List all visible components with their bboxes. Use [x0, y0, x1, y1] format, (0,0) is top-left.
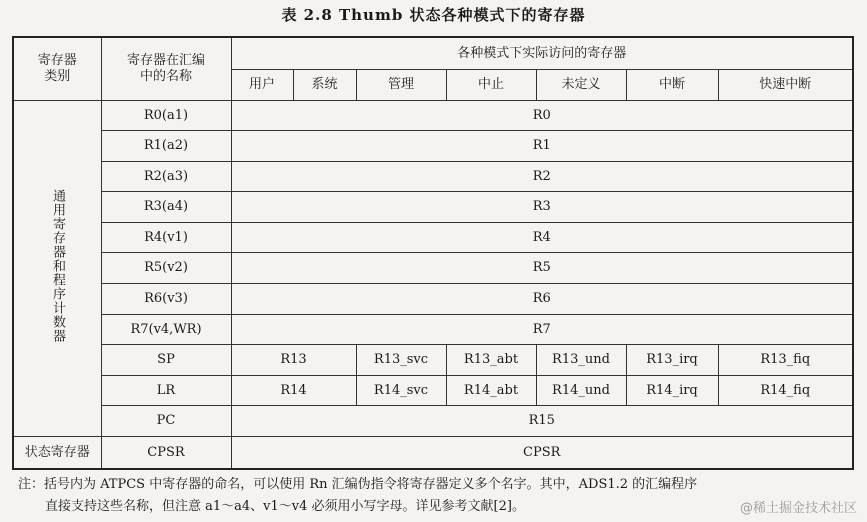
header-category: 寄存器 类别	[13, 37, 101, 100]
reg-value-r4: R4	[231, 222, 853, 253]
reg-value-pc: R15	[231, 406, 853, 437]
note-line-2: 直接支持这些名称，但注意 a1～a4、v1～v4 必须用小写字母。详见参考文献[2]。	[45, 499, 525, 514]
header-modes-title: 各种模式下实际访问的寄存器	[231, 37, 853, 70]
reg-name-r2: R2(a3)	[101, 161, 231, 192]
mode-abort: 中止	[446, 70, 536, 101]
reg-name-sp: SP	[101, 345, 231, 376]
mode-supervisor: 管理	[356, 70, 446, 101]
reg-value-r3: R3	[231, 192, 853, 223]
sp-cell: R13_und	[536, 345, 626, 376]
reg-name-r5: R5(v2)	[101, 253, 231, 284]
watermark: @稀土掘金技术社区	[739, 501, 857, 516]
general-register-category: 通用寄存器和程序计数器	[13, 100, 101, 436]
reg-name-r4: R4(v1)	[101, 222, 231, 253]
reg-value-r2: R2	[231, 161, 853, 192]
reg-name-pc: PC	[101, 406, 231, 437]
reg-value-r1: R1	[231, 131, 853, 162]
lr-cell: R14	[231, 375, 356, 406]
reg-name-r6: R6(v3)	[101, 284, 231, 315]
lr-cell: R14_abt	[446, 375, 536, 406]
note-line-1: 注：括号内为 ATPCS 中寄存器的命名，可以使用 Rn 汇编伪指令将寄存器定义多个名字。其中，ADS1.2 的汇编程序	[18, 477, 698, 492]
sp-cell: R13_svc	[356, 345, 446, 376]
status-register-category: 状态寄存器	[13, 436, 101, 469]
reg-value-r7: R7	[231, 314, 853, 345]
reg-value-r0: R0	[231, 100, 853, 131]
reg-name-lr: LR	[101, 375, 231, 406]
mode-system: 系统	[293, 70, 356, 101]
table-note	[18, 474, 858, 518]
sp-cell: R13_irq	[626, 345, 718, 376]
lr-cell: R14_irq	[626, 375, 718, 406]
mode-undefined: 未定义	[536, 70, 626, 101]
reg-value-r5: R5	[231, 253, 853, 284]
table-title: 表 2.8 Thumb 状态各种模式下的寄存器	[281, 6, 586, 24]
register-table	[12, 36, 854, 470]
reg-name-r7: R7(v4,WR)	[101, 314, 231, 345]
reg-value-cpsr: CPSR	[231, 436, 853, 469]
reg-name-r3: R3(a4)	[101, 192, 231, 223]
mode-user: 用户	[231, 70, 293, 101]
header-asm-name: 寄存器在汇编 中的名称	[101, 37, 231, 100]
mode-irq: 中断	[626, 70, 718, 101]
sp-cell: R13	[231, 345, 356, 376]
mode-fiq: 快速中断	[718, 70, 853, 101]
reg-name-r1: R1(a2)	[101, 131, 231, 162]
sp-cell: R13_abt	[446, 345, 536, 376]
reg-name-r0: R0(a1)	[101, 100, 231, 131]
lr-cell: R14_und	[536, 375, 626, 406]
reg-name-cpsr: CPSR	[101, 436, 231, 469]
reg-value-r6: R6	[231, 284, 853, 315]
lr-cell: R14_fiq	[718, 375, 853, 406]
sp-cell: R13_fiq	[718, 345, 853, 376]
lr-cell: R14_svc	[356, 375, 446, 406]
